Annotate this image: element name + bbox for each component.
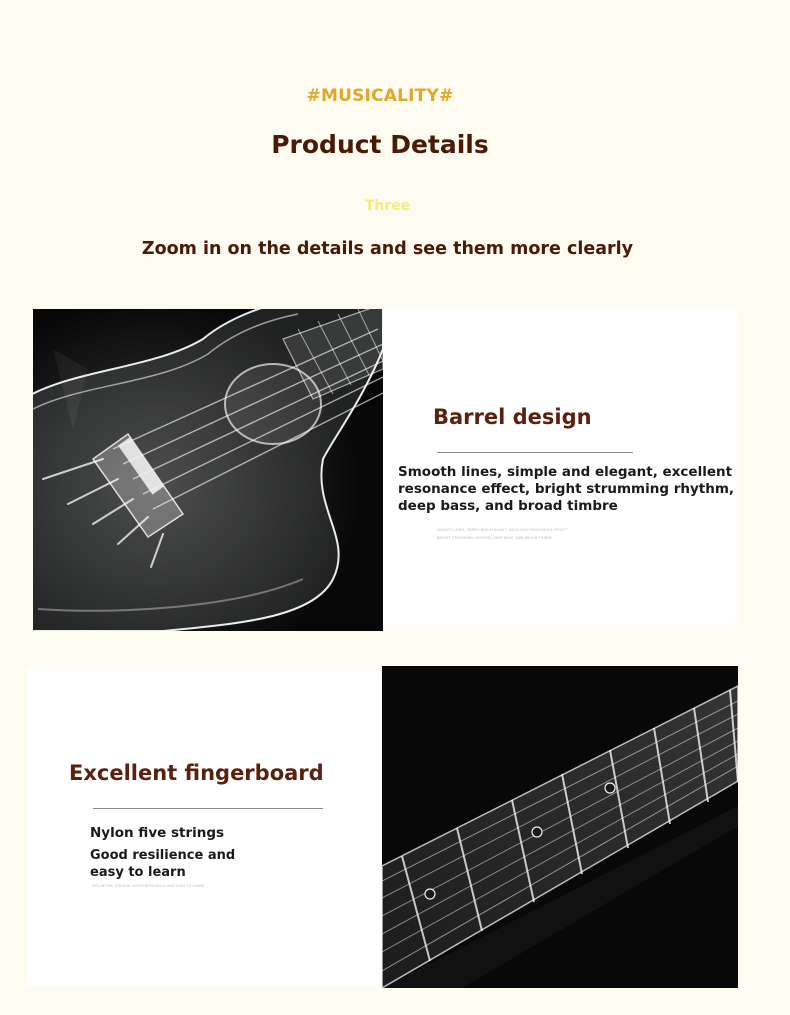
section-tag: #MUSICALITY# — [306, 86, 454, 106]
fingerboard-fine-print: NYLON FIVE STRINGS, GOOD RESILIENCE AND EASY TO LEARN — [92, 884, 205, 888]
barrel-photo — [33, 309, 383, 631]
fingerboard-heading: Excellent fingerboard — [69, 761, 324, 785]
fingerboard-divider — [93, 808, 323, 809]
barrel-fine-print-1: SMOOTH LINES, SIMPLE AND ELEGANT, EXCELLENT RESONANCE EFFECT — [437, 528, 568, 532]
barrel-divider — [437, 452, 633, 453]
step-label: Three — [364, 198, 411, 214]
fingerboard-line-2: Good resilience and easy to learn — [90, 848, 236, 880]
barrel-fine-print-2: BRIGHT STRUMMING RHYTHM, DEEP BASS, AND BROAD TIMBRE — [437, 536, 553, 540]
barrel-description: Smooth lines, simple and elegant, excellent resonance effect, bright strumming rhythm, deep bass, and broad timbre — [398, 464, 735, 514]
page-title: Product Details — [271, 130, 489, 159]
fingerboard-photo — [382, 666, 738, 988]
fingerboard-line-1: Nylon five strings — [90, 825, 225, 841]
barrel-heading: Barrel design — [433, 405, 592, 429]
page-subtitle: Zoom in on the details and see them more clearly — [141, 239, 634, 259]
